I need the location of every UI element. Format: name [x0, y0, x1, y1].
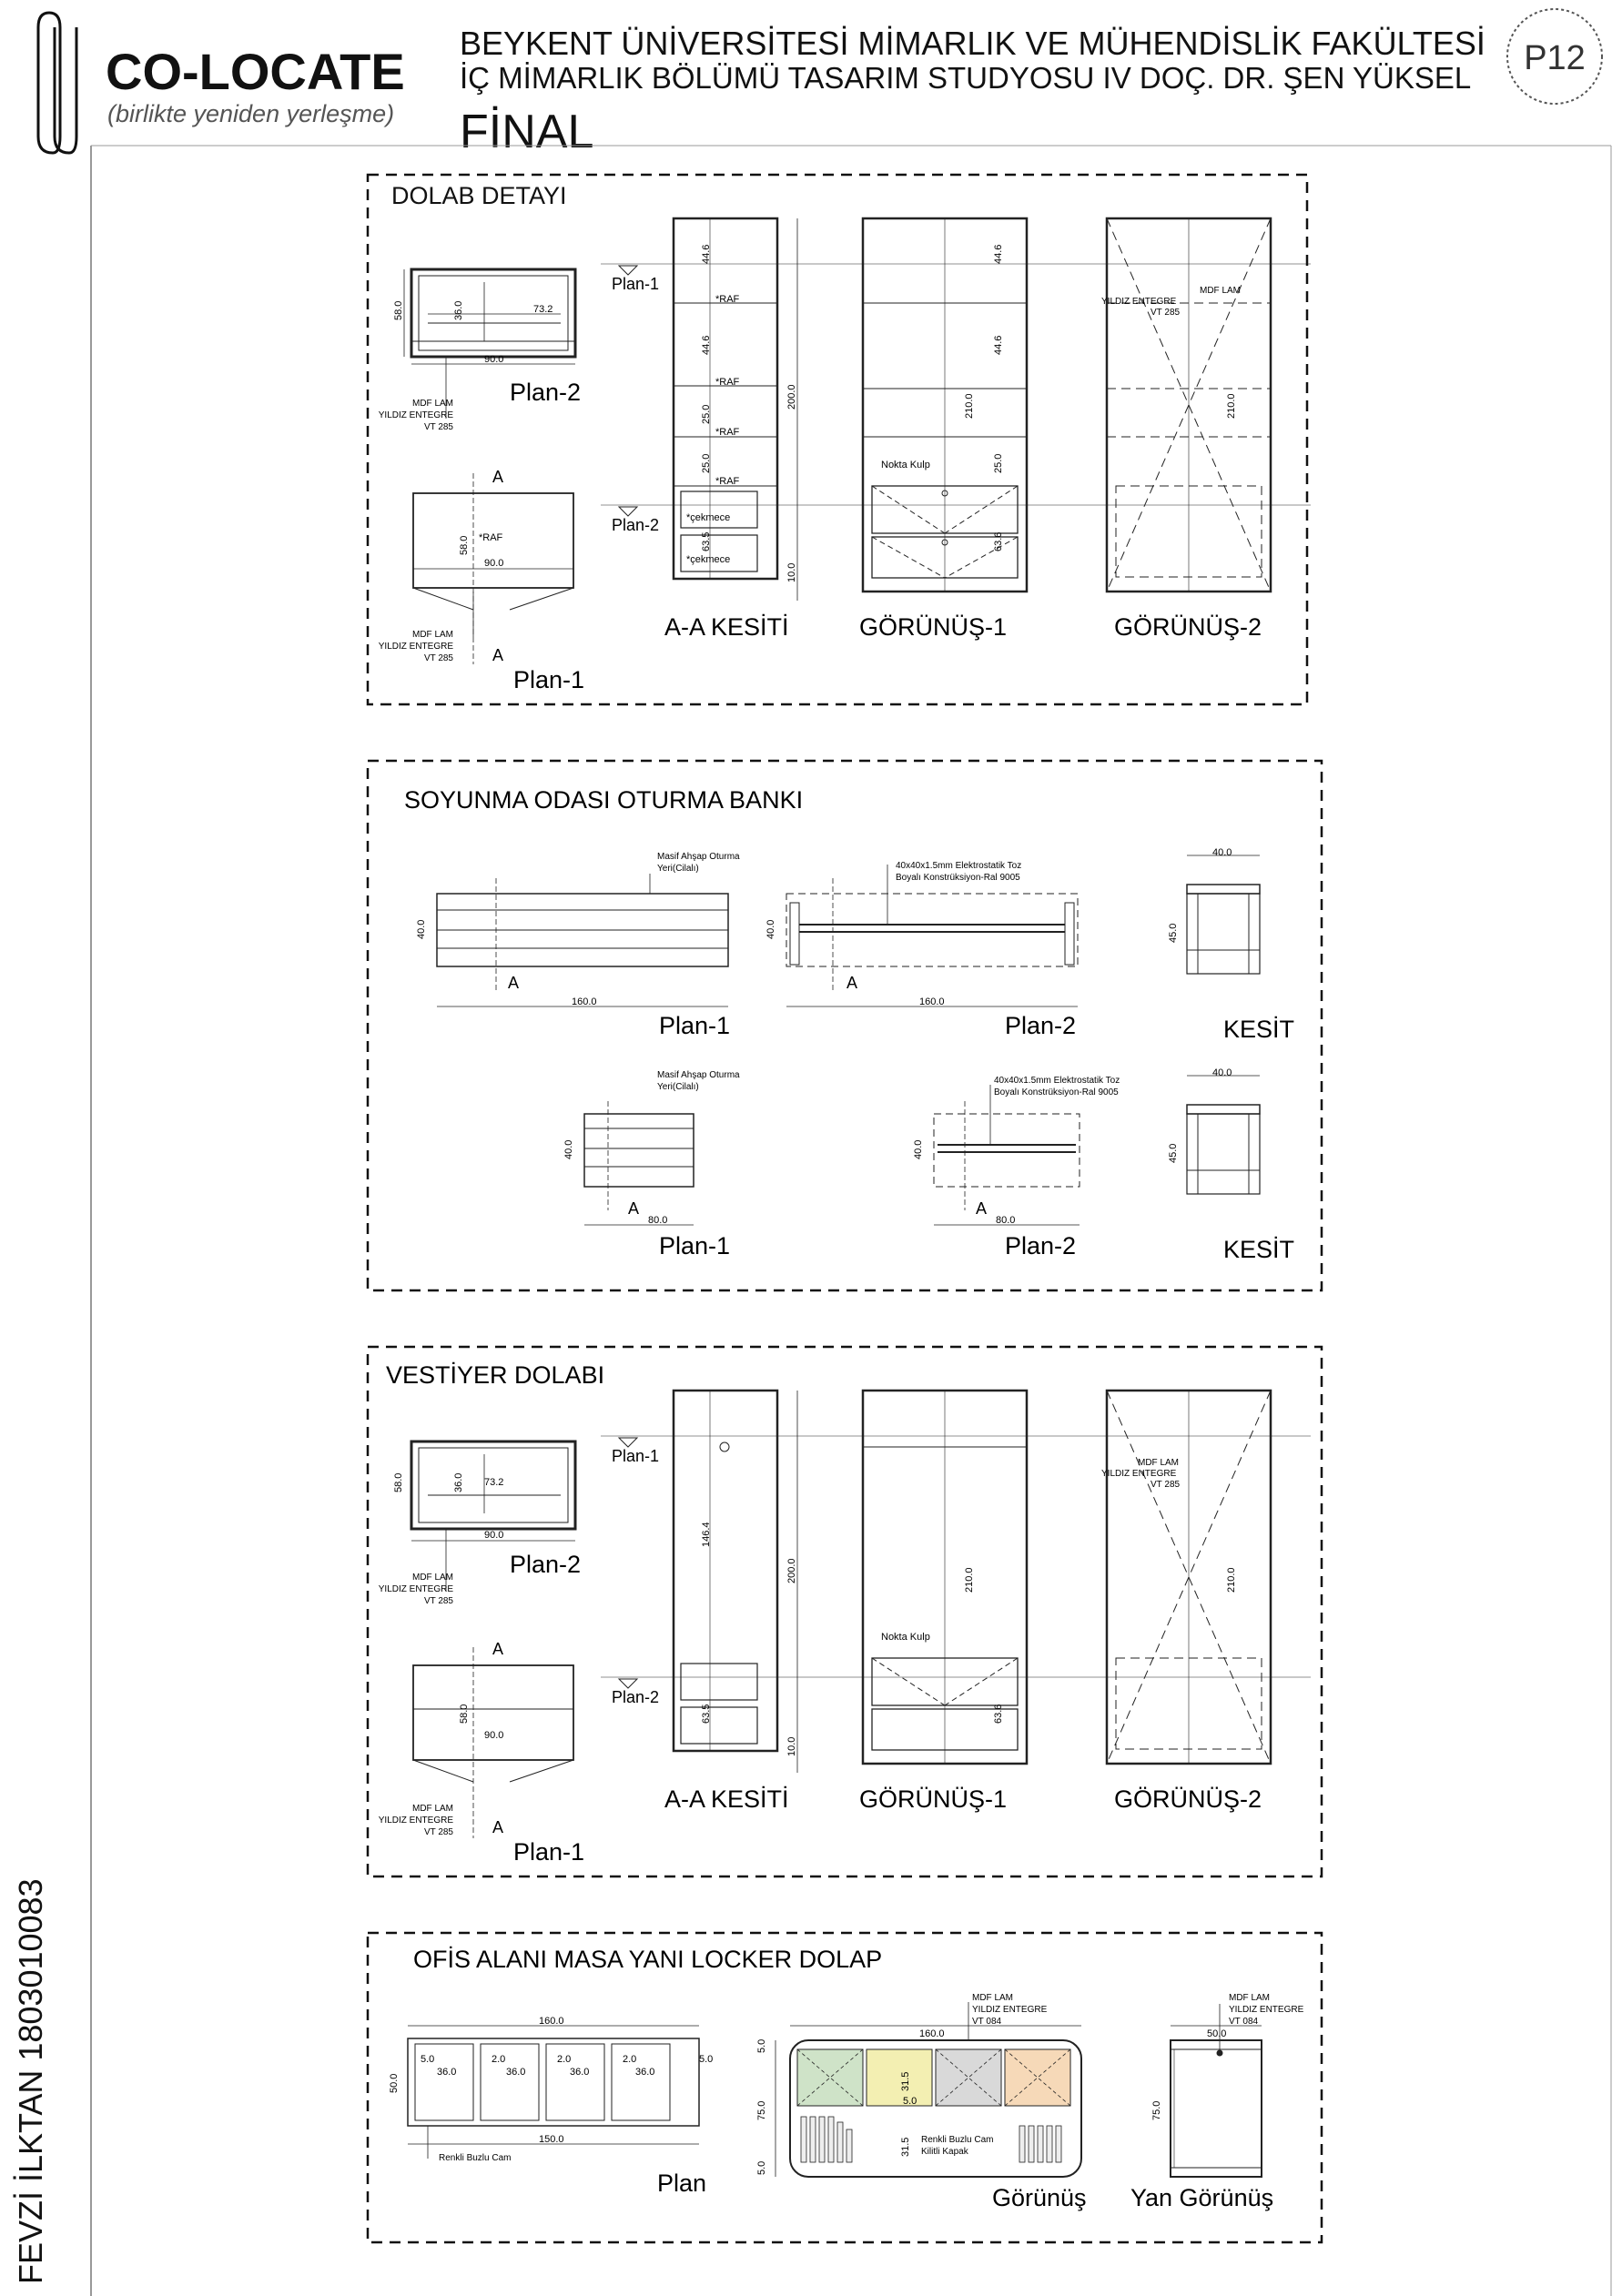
- locker-gorunus-label: Görünüş: [992, 2184, 1087, 2211]
- v-marker-a-bottom: A: [492, 1818, 504, 1836]
- locker-front-d5-a: 5.0: [756, 2038, 767, 2053]
- bank-kesit-label: KESİT: [1223, 1016, 1295, 1043]
- locker-d2-b: 2.0: [557, 2054, 572, 2065]
- dolab-elev2: [1107, 218, 1271, 592]
- dolab-level-plan1: Plan-1: [612, 275, 660, 293]
- bank-kesit-2: [1187, 1076, 1260, 1194]
- v-dim-146-4: 146.4: [701, 1522, 712, 1547]
- v-dim-200: 200.0: [786, 1558, 797, 1583]
- bank-kesit: [1187, 855, 1260, 974]
- material-2a: MDF LAM: [412, 630, 453, 640]
- bank-d40: 40.0: [416, 919, 427, 939]
- vestiyer-elev2-label: GÖRÜNÜŞ-2: [1114, 1785, 1262, 1813]
- bank-marker-a3: A: [628, 1199, 640, 1218]
- material-2c: VT 285: [423, 653, 453, 663]
- bank-d40-b: 40.0: [765, 919, 776, 939]
- bank-seat-note-4: Yeri(Cilalı): [657, 1082, 699, 1092]
- dolab-mat-e2b: YILDIZ ENTEGRE: [1101, 297, 1177, 307]
- panel-locker-title: OFİS ALANI MASA YANI LOCKER DOLAP: [413, 1946, 883, 1973]
- material-1c: VT 285: [423, 422, 453, 432]
- locker-side-d75: 75.0: [1151, 2100, 1162, 2120]
- bank-plan2-small: [934, 1085, 1080, 1225]
- v-dim-58-b: 58.0: [459, 1704, 470, 1724]
- locker-side-mat-3: VT 084: [1229, 2017, 1259, 2027]
- dim-200: 200.0: [786, 384, 797, 410]
- v-material-1c: VT 285: [423, 1596, 453, 1606]
- bank-frame-note-1: 40x40x1.5mm Elektrostatik Toz: [896, 861, 1022, 871]
- locker-front-d5-c: 5.0: [903, 2096, 917, 2107]
- vestiyer-elev2: [1107, 1391, 1271, 1764]
- v-dim-210: 210.0: [964, 1567, 975, 1593]
- bank-kesit2-label: KESİT: [1223, 1236, 1295, 1263]
- v-level-plan1: Plan-1: [612, 1447, 660, 1465]
- bank-kesit-d40: 40.0: [1212, 847, 1232, 858]
- dim-73-2: 73.2: [533, 304, 553, 315]
- locker-d36-a: 36.0: [437, 2067, 457, 2078]
- dolab-plan2-label: Plan-2: [510, 379, 582, 406]
- header-line-1: BEYKENT ÜNİVERSİTESİ MİMARLIK VE MÜHENDİSLİK FAKÜLTESİ: [460, 25, 1485, 62]
- dim-44-6-b: 44.6: [701, 335, 712, 355]
- dim-210-b: 210.0: [1226, 393, 1237, 419]
- locker-mat-2: YILDIZ ENTEGRE: [972, 2005, 1048, 2015]
- v-mat-e2c: VT 285: [1151, 1480, 1181, 1490]
- dolab-elev1-label: GÖRÜNÜŞ-1: [859, 613, 1008, 641]
- v-dim-90-b: 90.0: [484, 1730, 504, 1741]
- dolab-plan1-label: Plan-1: [513, 666, 585, 693]
- raf-2: *RAF: [715, 377, 740, 388]
- marker-a-top: A: [492, 468, 504, 486]
- locker-d150: 150.0: [539, 2134, 564, 2145]
- bank-marker-a1: A: [508, 974, 520, 992]
- bank-d80: 80.0: [648, 1215, 668, 1226]
- logo: [38, 13, 76, 153]
- v-material-2b: YILDIZ ENTEGRE: [378, 1816, 453, 1826]
- bank-seat-note-3: Masif Ahşap Oturma: [657, 1070, 740, 1080]
- dolab-raf-plan: *RAF: [479, 532, 503, 543]
- v-material-2a: MDF LAM: [412, 1804, 453, 1814]
- bank-marker-a2: A: [846, 974, 858, 992]
- panel-vestiyer: [368, 1347, 1322, 1876]
- locker-front-d31-5-a: 31.5: [900, 2071, 911, 2091]
- v-level-plan2: Plan-2: [612, 1688, 660, 1706]
- locker-side-mat-1: MDF LAM: [1229, 1993, 1270, 2003]
- level-marker-2: [619, 507, 637, 516]
- locker-front-d31-5-b: 31.5: [900, 2137, 911, 2157]
- v-material-1b: YILDIZ ENTEGRE: [378, 1584, 453, 1594]
- v-nokta-kulp: Nokta Kulp: [881, 1632, 930, 1643]
- v-material-1a: MDF LAM: [412, 1573, 453, 1583]
- v-material-2c: VT 285: [423, 1827, 453, 1837]
- locker-front-d160: 160.0: [919, 2028, 945, 2039]
- bank-d160-b: 160.0: [919, 996, 945, 1007]
- v-mat-e2a: MDF LAM: [1138, 1458, 1179, 1468]
- page-badge: P12: [1524, 39, 1586, 77]
- bank-d160: 160.0: [572, 996, 597, 1007]
- dim-36: 36.0: [453, 300, 464, 320]
- v-level-marker-1: [619, 1438, 637, 1447]
- bank-kesit2-d40: 40.0: [1212, 1067, 1232, 1078]
- dim-63-6: 63.6: [993, 531, 1004, 551]
- bank-d40-d: 40.0: [913, 1139, 924, 1159]
- vestiyer-elev1-label: GÖRÜNÜŞ-1: [859, 1785, 1008, 1813]
- dolab-mat-e2c: VT 285: [1151, 308, 1181, 318]
- dim-63-5: 63.5: [701, 531, 712, 551]
- locker-side-d50: 50.0: [1207, 2028, 1227, 2039]
- locker-d2-c: 2.0: [623, 2054, 637, 2065]
- dim-210: 210.0: [964, 393, 975, 419]
- dim-58: 58.0: [393, 300, 404, 320]
- locker-mat-3: VT 084: [972, 2017, 1002, 2027]
- panel-bank: [368, 761, 1322, 1290]
- bank-marker-a4: A: [976, 1199, 988, 1218]
- bank-kesit2-d45: 45.0: [1168, 1143, 1179, 1163]
- panel-bank-title: SOYUNMA ODASI OTURMA BANKI: [404, 786, 804, 814]
- material-1a: MDF LAM: [412, 399, 453, 409]
- panel-dolab: [368, 175, 1311, 704]
- locker-glass-note-2a: Renkli Buzlu Cam: [921, 2135, 994, 2145]
- locker-d36-d: 36.0: [635, 2067, 655, 2078]
- locker-yan-label: Yan Görünüş: [1130, 2184, 1274, 2211]
- v-dim-210-b: 210.0: [1226, 1567, 1237, 1593]
- dolab-elev2-label: GÖRÜNÜŞ-2: [1114, 613, 1262, 641]
- dim-44-6-c: 44.6: [993, 244, 1004, 264]
- locker-d160: 160.0: [539, 2016, 564, 2027]
- dim-58-b: 58.0: [459, 535, 470, 555]
- locker-d36-c: 36.0: [570, 2067, 590, 2078]
- header-line-2: İÇ MİMARLIK BÖLÜMÜ TASARIM STUDYOSU IV DOÇ. DR. ŞEN YÜKSEL: [460, 61, 1472, 95]
- v-dim-58: 58.0: [393, 1472, 404, 1492]
- v-mat-e2b: YILDIZ ENTEGRE: [1101, 1469, 1177, 1479]
- bank-plan1: [437, 874, 728, 1006]
- v-dim-63-6: 63.6: [993, 1704, 1004, 1724]
- vestiyer-section-label: A-A KESİTİ: [664, 1785, 789, 1813]
- bank-frame-note-2: Boyalı Konstrüksiyon-Ral 9005: [896, 873, 1020, 883]
- logo-subtitle: (birlikte yeniden yerleşme): [107, 100, 395, 127]
- cekmece-2: *çekmece: [686, 554, 731, 565]
- dim-44-6-d: 44.6: [993, 335, 1004, 355]
- bank-frame-note-4: Boyalı Konstrüksiyon-Ral 9005: [994, 1087, 1119, 1097]
- locker-d2-a: 2.0: [492, 2054, 506, 2065]
- material-2b: YILDIZ ENTEGRE: [378, 642, 453, 652]
- cekmece-1: *çekmece: [686, 512, 731, 523]
- bank-plan1-label: Plan-1: [659, 1012, 731, 1039]
- vestiyer-plan1-label: Plan-1: [513, 1838, 585, 1866]
- bank-seat-note-1: Masif Ahşap Oturma: [657, 852, 740, 862]
- bank-kesit-d45: 45.0: [1168, 923, 1179, 943]
- locker-d5-b: 5.0: [699, 2054, 714, 2065]
- dim-90: 90.0: [484, 354, 504, 365]
- header-final: FİNAL: [460, 106, 594, 158]
- panel-vestiyer-title: VESTİYER DOLABI: [386, 1361, 605, 1389]
- bank-plan2-label-b: Plan-2: [1005, 1232, 1077, 1259]
- marker-a-bottom: A: [492, 646, 504, 664]
- dim-44-6-a: 44.6: [701, 244, 712, 264]
- locker-d5-a: 5.0: [421, 2054, 435, 2065]
- level-marker-1: [619, 266, 637, 275]
- v-dim-73-2: 73.2: [484, 1477, 504, 1488]
- locker-mat-1: MDF LAM: [972, 1993, 1013, 2003]
- bank-plan2: [786, 865, 1078, 1006]
- panel-dolab-title: DOLAB DETAYI: [391, 182, 567, 209]
- raf-1: *RAF: [715, 294, 740, 305]
- bank-plan1-label-b: Plan-1: [659, 1232, 731, 1259]
- material-1b: YILDIZ ENTEGRE: [378, 410, 453, 420]
- nokta-kulp-1: Nokta Kulp: [881, 460, 930, 470]
- bank-d40-c: 40.0: [563, 1139, 574, 1159]
- v-marker-a-top: A: [492, 1640, 504, 1658]
- dim-25-b: 25.0: [701, 453, 712, 473]
- panel-locker: [368, 1933, 1322, 2242]
- locker-d50: 50.0: [389, 2073, 400, 2093]
- dim-25-c: 25.0: [993, 453, 1004, 473]
- locker-glass-note-2b: Kilitli Kapak: [921, 2147, 968, 2157]
- locker-glass-note: Renkli Buzlu Cam: [439, 2153, 512, 2163]
- bank-seat-note-2: Yeri(Cilalı): [657, 864, 699, 874]
- v-dim-90: 90.0: [484, 1530, 504, 1541]
- v-dim-63-5: 63.5: [701, 1704, 712, 1724]
- dim-10: 10.0: [786, 562, 797, 582]
- bank-frame-note-3: 40x40x1.5mm Elektrostatik Toz: [994, 1076, 1120, 1086]
- dolab-level-plan2: Plan-2: [612, 516, 660, 534]
- locker-front-d75: 75.0: [756, 2100, 767, 2120]
- vestiyer-plan2-label: Plan-2: [510, 1551, 582, 1578]
- dim-25-a: 25.0: [701, 404, 712, 424]
- bank-plan2-label: Plan-2: [1005, 1012, 1077, 1039]
- raf-3: *RAF: [715, 427, 740, 438]
- locker-front-d5-b: 5.0: [756, 2160, 767, 2175]
- raf-4: *RAF: [715, 476, 740, 487]
- locker-plan-label: Plan: [657, 2170, 707, 2197]
- dolab-section-label: A-A KESİTİ: [664, 613, 789, 641]
- bank-d80-b: 80.0: [996, 1215, 1016, 1226]
- dim-90-b: 90.0: [484, 558, 504, 569]
- v-level-marker-2: [619, 1679, 637, 1688]
- dolab-mat-e2a: MDF LAM: [1200, 286, 1241, 296]
- logo-title: CO-LOCATE: [106, 43, 405, 100]
- locker-d36-b: 36.0: [506, 2067, 526, 2078]
- v-dim-10: 10.0: [786, 1736, 797, 1756]
- locker-side-mat-2: YILDIZ ENTEGRE: [1229, 2005, 1304, 2015]
- v-dim-36: 36.0: [453, 1472, 464, 1492]
- author-label: FEVZİ İLKTAN 1803010083: [12, 1878, 49, 2284]
